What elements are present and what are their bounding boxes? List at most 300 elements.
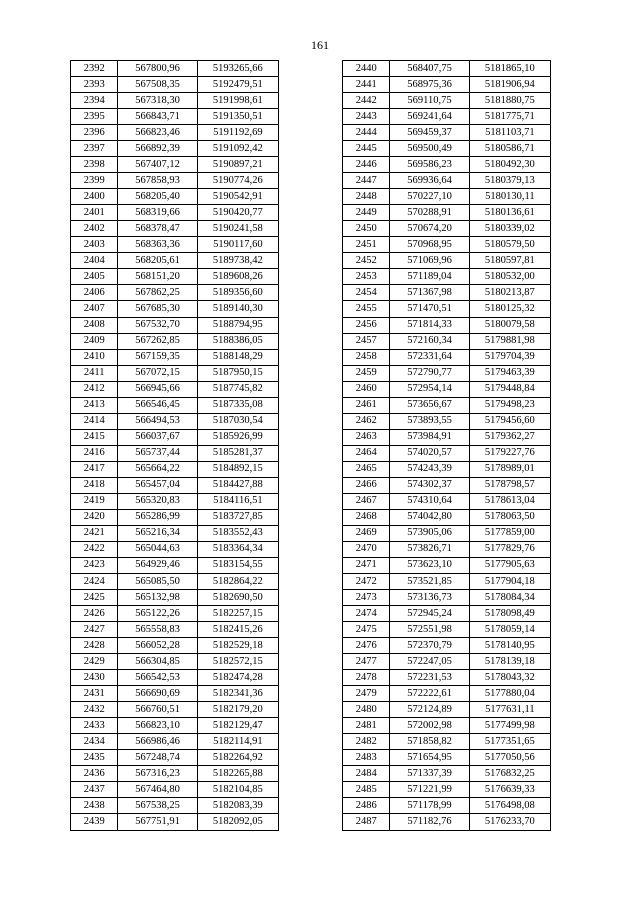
- y-coordinate-cell: 5185926,99: [197, 429, 278, 445]
- table-row: [71, 477, 279, 493]
- point-number-cell: 2476: [343, 638, 390, 654]
- y-coordinate-cell: 5187335,08: [197, 397, 278, 413]
- point-number-cell: 2448: [343, 189, 390, 205]
- y-coordinate-cell: 5180079,58: [469, 317, 550, 333]
- table-row: [71, 109, 279, 125]
- x-coordinate-cell: 569241,64: [390, 109, 469, 125]
- point-number-cell: 2413: [71, 397, 118, 413]
- y-coordinate-cell: 5178989,01: [469, 461, 550, 477]
- point-number-cell: 2436: [71, 766, 118, 782]
- y-coordinate-cell: 5190241,58: [197, 221, 278, 237]
- point-number-cell: 2396: [71, 125, 118, 141]
- y-coordinate-cell: 5189356,60: [197, 285, 278, 301]
- point-number-cell: 2450: [343, 221, 390, 237]
- table-row: [71, 253, 279, 269]
- table-row: [343, 638, 551, 654]
- y-coordinate-cell: 5179704,39: [469, 349, 550, 365]
- table-row: [71, 333, 279, 349]
- table-row: [71, 686, 279, 702]
- point-number-cell: 2451: [343, 237, 390, 253]
- table-row: [71, 718, 279, 734]
- point-number-cell: 2399: [71, 173, 118, 189]
- y-coordinate-cell: 5190117,60: [197, 237, 278, 253]
- point-number-cell: 2417: [71, 461, 118, 477]
- x-coordinate-cell: 572222,61: [390, 686, 469, 702]
- y-coordinate-cell: 5179227,76: [469, 445, 550, 461]
- point-number-cell: 2457: [343, 333, 390, 349]
- y-coordinate-cell: 5179881,98: [469, 333, 550, 349]
- table-row: [343, 654, 551, 670]
- table-row: [71, 445, 279, 461]
- table-row: [71, 205, 279, 221]
- point-number-cell: 2456: [343, 317, 390, 333]
- x-coordinate-cell: 566843,71: [118, 109, 197, 125]
- y-coordinate-cell: 5177905,63: [469, 557, 550, 573]
- x-coordinate-cell: 565320,83: [118, 493, 197, 509]
- y-coordinate-cell: 5182104,85: [197, 782, 278, 798]
- table-row: [71, 157, 279, 173]
- x-coordinate-cell: 567532,70: [118, 317, 197, 333]
- table-row: [71, 734, 279, 750]
- x-coordinate-cell: 566494,53: [118, 413, 197, 429]
- point-number-cell: 2447: [343, 173, 390, 189]
- x-coordinate-cell: 571470,51: [390, 301, 469, 317]
- table-row: [343, 301, 551, 317]
- y-coordinate-cell: 5182092,05: [197, 814, 278, 830]
- y-coordinate-cell: 5182265,88: [197, 766, 278, 782]
- y-coordinate-cell: 5178798,57: [469, 477, 550, 493]
- y-coordinate-cell: 5184427,88: [197, 477, 278, 493]
- point-number-cell: 2446: [343, 157, 390, 173]
- table-row: [71, 189, 279, 205]
- table-row: [343, 702, 551, 718]
- x-coordinate-cell: 572954,14: [390, 381, 469, 397]
- point-number-cell: 2434: [71, 734, 118, 750]
- y-coordinate-cell: 5185281,37: [197, 445, 278, 461]
- y-coordinate-cell: 5182179,20: [197, 702, 278, 718]
- table-row: [71, 750, 279, 766]
- table-row: [343, 798, 551, 814]
- x-coordinate-cell: 572370,79: [390, 638, 469, 654]
- point-number-cell: 2416: [71, 445, 118, 461]
- table-row: [71, 654, 279, 670]
- y-coordinate-cell: 5189140,30: [197, 301, 278, 317]
- y-coordinate-cell: 5177880,04: [469, 686, 550, 702]
- table-row: [71, 493, 279, 509]
- x-coordinate-cell: 574020,57: [390, 445, 469, 461]
- point-number-cell: 2444: [343, 125, 390, 141]
- y-coordinate-cell: 5180597,81: [469, 253, 550, 269]
- point-number-cell: 2438: [71, 798, 118, 814]
- x-coordinate-cell: 567800,96: [118, 61, 197, 77]
- table-row: [343, 477, 551, 493]
- x-coordinate-cell: 572945,24: [390, 606, 469, 622]
- x-coordinate-cell: 571189,04: [390, 269, 469, 285]
- table-row: [343, 365, 551, 381]
- y-coordinate-cell: 5177859,00: [469, 525, 550, 541]
- x-coordinate-cell: 571654,95: [390, 750, 469, 766]
- x-coordinate-cell: 572551,98: [390, 622, 469, 638]
- x-coordinate-cell: 567262,85: [118, 333, 197, 349]
- y-coordinate-cell: 5178059,14: [469, 622, 550, 638]
- y-coordinate-cell: 5182864,22: [197, 574, 278, 590]
- point-number-cell: 2430: [71, 670, 118, 686]
- table-row: [343, 381, 551, 397]
- y-coordinate-cell: 5183727,85: [197, 509, 278, 525]
- point-number-cell: 2432: [71, 702, 118, 718]
- point-number-cell: 2423: [71, 557, 118, 573]
- table-row: [343, 557, 551, 573]
- point-number-cell: 2454: [343, 285, 390, 301]
- table-row: [343, 173, 551, 189]
- point-number-cell: 2418: [71, 477, 118, 493]
- y-coordinate-cell: 5184116,51: [197, 493, 278, 509]
- point-number-cell: 2443: [343, 109, 390, 125]
- table-row: [343, 445, 551, 461]
- table-row: [343, 766, 551, 782]
- x-coordinate-cell: 567862,25: [118, 285, 197, 301]
- table-row: [343, 109, 551, 125]
- point-number-cell: 2424: [71, 574, 118, 590]
- x-coordinate-cell: 568319,66: [118, 205, 197, 221]
- y-coordinate-cell: 5188148,29: [197, 349, 278, 365]
- y-coordinate-cell: 5182083,39: [197, 798, 278, 814]
- table-row: [71, 702, 279, 718]
- point-number-cell: 2460: [343, 381, 390, 397]
- y-coordinate-cell: 5179456,60: [469, 413, 550, 429]
- table-row: [343, 718, 551, 734]
- table-row: [343, 237, 551, 253]
- x-coordinate-cell: 574042,80: [390, 509, 469, 525]
- x-coordinate-cell: 568363,36: [118, 237, 197, 253]
- x-coordinate-cell: 572231,53: [390, 670, 469, 686]
- point-number-cell: 2463: [343, 429, 390, 445]
- x-coordinate-cell: 566892,39: [118, 141, 197, 157]
- point-number-cell: 2473: [343, 590, 390, 606]
- point-number-cell: 2483: [343, 750, 390, 766]
- table-row: [71, 670, 279, 686]
- table-row: [343, 397, 551, 413]
- x-coordinate-cell: 565132,98: [118, 590, 197, 606]
- x-coordinate-cell: 569586,23: [390, 157, 469, 173]
- table-row: [343, 606, 551, 622]
- x-coordinate-cell: 570227,10: [390, 189, 469, 205]
- x-coordinate-cell: 567508,35: [118, 77, 197, 93]
- x-coordinate-cell: 567751,91: [118, 814, 197, 830]
- table-row: [71, 461, 279, 477]
- x-coordinate-cell: 572247,05: [390, 654, 469, 670]
- y-coordinate-cell: 5182257,15: [197, 606, 278, 622]
- point-number-cell: 2398: [71, 157, 118, 173]
- point-number-cell: 2471: [343, 557, 390, 573]
- y-coordinate-cell: 5178084,34: [469, 590, 550, 606]
- table-row: [71, 590, 279, 606]
- table-row: [343, 590, 551, 606]
- x-coordinate-cell: 567464,80: [118, 782, 197, 798]
- y-coordinate-cell: 5182690,50: [197, 590, 278, 606]
- x-coordinate-cell: 567538,25: [118, 798, 197, 814]
- x-coordinate-cell: 568975,36: [390, 77, 469, 93]
- table-row: [343, 61, 551, 77]
- y-coordinate-cell: 5189738,42: [197, 253, 278, 269]
- coordinate-table-left: [70, 60, 279, 831]
- x-coordinate-cell: 565737,44: [118, 445, 197, 461]
- x-coordinate-cell: 573136,73: [390, 590, 469, 606]
- table-row: [343, 317, 551, 333]
- x-coordinate-cell: 573984,91: [390, 429, 469, 445]
- x-coordinate-cell: 572160,34: [390, 333, 469, 349]
- x-coordinate-cell: 573656,67: [390, 397, 469, 413]
- x-coordinate-cell: 571069,96: [390, 253, 469, 269]
- y-coordinate-cell: 5182264,92: [197, 750, 278, 766]
- y-coordinate-cell: 5180125,32: [469, 301, 550, 317]
- table-row: [71, 397, 279, 413]
- point-number-cell: 2411: [71, 365, 118, 381]
- table-row: [343, 189, 551, 205]
- table-row: [71, 173, 279, 189]
- point-number-cell: 2487: [343, 814, 390, 830]
- y-coordinate-cell: 5178139,18: [469, 654, 550, 670]
- point-number-cell: 2431: [71, 686, 118, 702]
- table-row: [343, 253, 551, 269]
- y-coordinate-cell: 5178043,32: [469, 670, 550, 686]
- x-coordinate-cell: 565085,50: [118, 574, 197, 590]
- x-coordinate-cell: 572331,64: [390, 349, 469, 365]
- y-coordinate-cell: 5187030,54: [197, 413, 278, 429]
- point-number-cell: 2480: [343, 702, 390, 718]
- y-coordinate-cell: 5187745,82: [197, 381, 278, 397]
- x-coordinate-cell: 567858,93: [118, 173, 197, 189]
- y-coordinate-cell: 5187950,15: [197, 365, 278, 381]
- table-row: [71, 349, 279, 365]
- table-row: [343, 157, 551, 173]
- y-coordinate-cell: 5182114,91: [197, 734, 278, 750]
- table-row: [343, 125, 551, 141]
- y-coordinate-cell: 5177351,65: [469, 734, 550, 750]
- x-coordinate-cell: 565457,04: [118, 477, 197, 493]
- x-coordinate-cell: 569459,37: [390, 125, 469, 141]
- y-coordinate-cell: 5176832,25: [469, 766, 550, 782]
- table-row: [343, 429, 551, 445]
- point-number-cell: 2461: [343, 397, 390, 413]
- y-coordinate-cell: 5190420,77: [197, 205, 278, 221]
- y-coordinate-cell: 5193265,66: [197, 61, 278, 77]
- y-coordinate-cell: 5179463,39: [469, 365, 550, 381]
- x-coordinate-cell: 565122,26: [118, 606, 197, 622]
- table-row: [343, 493, 551, 509]
- table-row: [343, 622, 551, 638]
- table-row: [71, 798, 279, 814]
- page-number: 161: [311, 38, 329, 52]
- y-coordinate-cell: 5180532,00: [469, 269, 550, 285]
- point-number-cell: 2452: [343, 253, 390, 269]
- table-row: [71, 269, 279, 285]
- point-number-cell: 2414: [71, 413, 118, 429]
- x-coordinate-cell: 565286,99: [118, 509, 197, 525]
- x-coordinate-cell: 566986,46: [118, 734, 197, 750]
- y-coordinate-cell: 5180579,50: [469, 237, 550, 253]
- y-coordinate-cell: 5190897,21: [197, 157, 278, 173]
- point-number-cell: 2464: [343, 445, 390, 461]
- y-coordinate-cell: 5190774,26: [197, 173, 278, 189]
- x-coordinate-cell: 570288,91: [390, 205, 469, 221]
- x-coordinate-cell: 565216,34: [118, 525, 197, 541]
- table-row: [343, 670, 551, 686]
- table-row: [71, 525, 279, 541]
- point-number-cell: 2442: [343, 93, 390, 109]
- x-coordinate-cell: 569500,49: [390, 141, 469, 157]
- point-number-cell: 2435: [71, 750, 118, 766]
- table-row: [71, 93, 279, 109]
- y-coordinate-cell: 5191192,69: [197, 125, 278, 141]
- table-row: [71, 237, 279, 253]
- x-coordinate-cell: 566037,67: [118, 429, 197, 445]
- x-coordinate-cell: 565558,83: [118, 622, 197, 638]
- point-number-cell: 2406: [71, 285, 118, 301]
- y-coordinate-cell: 5182129,47: [197, 718, 278, 734]
- point-number-cell: 2449: [343, 205, 390, 221]
- table-row: [343, 413, 551, 429]
- table-row: [71, 557, 279, 573]
- y-coordinate-cell: 5180136,61: [469, 205, 550, 221]
- x-coordinate-cell: 566760,51: [118, 702, 197, 718]
- table-row: [71, 782, 279, 798]
- y-coordinate-cell: 5179498,23: [469, 397, 550, 413]
- x-coordinate-cell: 567072,15: [118, 365, 197, 381]
- point-number-cell: 2469: [343, 525, 390, 541]
- x-coordinate-cell: 572790,77: [390, 365, 469, 381]
- point-number-cell: 2393: [71, 77, 118, 93]
- x-coordinate-cell: 574302,37: [390, 477, 469, 493]
- y-coordinate-cell: 5179362,27: [469, 429, 550, 445]
- table-row: [343, 814, 551, 830]
- y-coordinate-cell: 5180213,87: [469, 285, 550, 301]
- table-row: [71, 429, 279, 445]
- table-row: [71, 381, 279, 397]
- x-coordinate-cell: 568378,47: [118, 221, 197, 237]
- table-row: [343, 349, 551, 365]
- point-number-cell: 2403: [71, 237, 118, 253]
- table-row: [343, 141, 551, 157]
- y-coordinate-cell: 5177631,11: [469, 702, 550, 718]
- y-coordinate-cell: 5177904,18: [469, 574, 550, 590]
- x-coordinate-cell: 573623,10: [390, 557, 469, 573]
- table-row: [71, 541, 279, 557]
- x-coordinate-cell: 567407,12: [118, 157, 197, 173]
- table-row: [343, 93, 551, 109]
- y-coordinate-cell: 5177050,56: [469, 750, 550, 766]
- y-coordinate-cell: 5183552,43: [197, 525, 278, 541]
- x-coordinate-cell: 572002,98: [390, 718, 469, 734]
- table-row: [71, 77, 279, 93]
- y-coordinate-cell: 5178140,95: [469, 638, 550, 654]
- point-number-cell: 2472: [343, 574, 390, 590]
- table-row: [343, 461, 551, 477]
- y-coordinate-cell: 5191998,61: [197, 93, 278, 109]
- point-number-cell: 2407: [71, 301, 118, 317]
- y-coordinate-cell: 5181103,71: [469, 125, 550, 141]
- point-number-cell: 2420: [71, 509, 118, 525]
- point-number-cell: 2465: [343, 461, 390, 477]
- point-number-cell: 2429: [71, 654, 118, 670]
- x-coordinate-cell: 566823,10: [118, 718, 197, 734]
- x-coordinate-cell: 565044,63: [118, 541, 197, 557]
- point-number-cell: 2428: [71, 638, 118, 654]
- table-row: [71, 125, 279, 141]
- table-row: [71, 766, 279, 782]
- point-number-cell: 2462: [343, 413, 390, 429]
- y-coordinate-cell: 5181880,75: [469, 93, 550, 109]
- point-number-cell: 2422: [71, 541, 118, 557]
- point-number-cell: 2482: [343, 734, 390, 750]
- point-number-cell: 2427: [71, 622, 118, 638]
- table-row: [71, 814, 279, 830]
- x-coordinate-cell: 567316,23: [118, 766, 197, 782]
- table-row: [71, 574, 279, 590]
- y-coordinate-cell: 5188386,05: [197, 333, 278, 349]
- table-row: [343, 525, 551, 541]
- table-row: [343, 77, 551, 93]
- y-coordinate-cell: 5191092,42: [197, 141, 278, 157]
- table-row: [343, 205, 551, 221]
- point-number-cell: 2485: [343, 782, 390, 798]
- table-row: [343, 333, 551, 349]
- x-coordinate-cell: 571178,99: [390, 798, 469, 814]
- y-coordinate-cell: 5180379,13: [469, 173, 550, 189]
- point-number-cell: 2394: [71, 93, 118, 109]
- y-coordinate-cell: 5180339,02: [469, 221, 550, 237]
- point-number-cell: 2421: [71, 525, 118, 541]
- x-coordinate-cell: 569110,75: [390, 93, 469, 109]
- x-coordinate-cell: 566546,45: [118, 397, 197, 413]
- point-number-cell: 2426: [71, 606, 118, 622]
- point-number-cell: 2486: [343, 798, 390, 814]
- y-coordinate-cell: 5180130,11: [469, 189, 550, 205]
- x-coordinate-cell: 568205,40: [118, 189, 197, 205]
- point-number-cell: 2478: [343, 670, 390, 686]
- table-row: [343, 541, 551, 557]
- point-number-cell: 2415: [71, 429, 118, 445]
- x-coordinate-cell: 568151,20: [118, 269, 197, 285]
- y-coordinate-cell: 5192479,51: [197, 77, 278, 93]
- x-coordinate-cell: 566690,69: [118, 686, 197, 702]
- point-number-cell: 2437: [71, 782, 118, 798]
- coordinate-table-right: [342, 60, 551, 831]
- point-number-cell: 2404: [71, 253, 118, 269]
- table-row: [343, 269, 551, 285]
- x-coordinate-cell: 567248,74: [118, 750, 197, 766]
- x-coordinate-cell: 573893,55: [390, 413, 469, 429]
- table-row: [71, 285, 279, 301]
- table-row: [71, 638, 279, 654]
- y-coordinate-cell: 5178063,50: [469, 509, 550, 525]
- point-number-cell: 2475: [343, 622, 390, 638]
- table-row: [343, 750, 551, 766]
- table-row: [343, 285, 551, 301]
- x-coordinate-cell: 573905,06: [390, 525, 469, 541]
- point-number-cell: 2392: [71, 61, 118, 77]
- table-row: [343, 734, 551, 750]
- point-number-cell: 2445: [343, 141, 390, 157]
- y-coordinate-cell: 5181906,94: [469, 77, 550, 93]
- point-number-cell: 2458: [343, 349, 390, 365]
- table-row: [343, 686, 551, 702]
- x-coordinate-cell: 569936,64: [390, 173, 469, 189]
- x-coordinate-cell: 571858,82: [390, 734, 469, 750]
- y-coordinate-cell: 5177829,76: [469, 541, 550, 557]
- x-coordinate-cell: 573826,71: [390, 541, 469, 557]
- point-number-cell: 2401: [71, 205, 118, 221]
